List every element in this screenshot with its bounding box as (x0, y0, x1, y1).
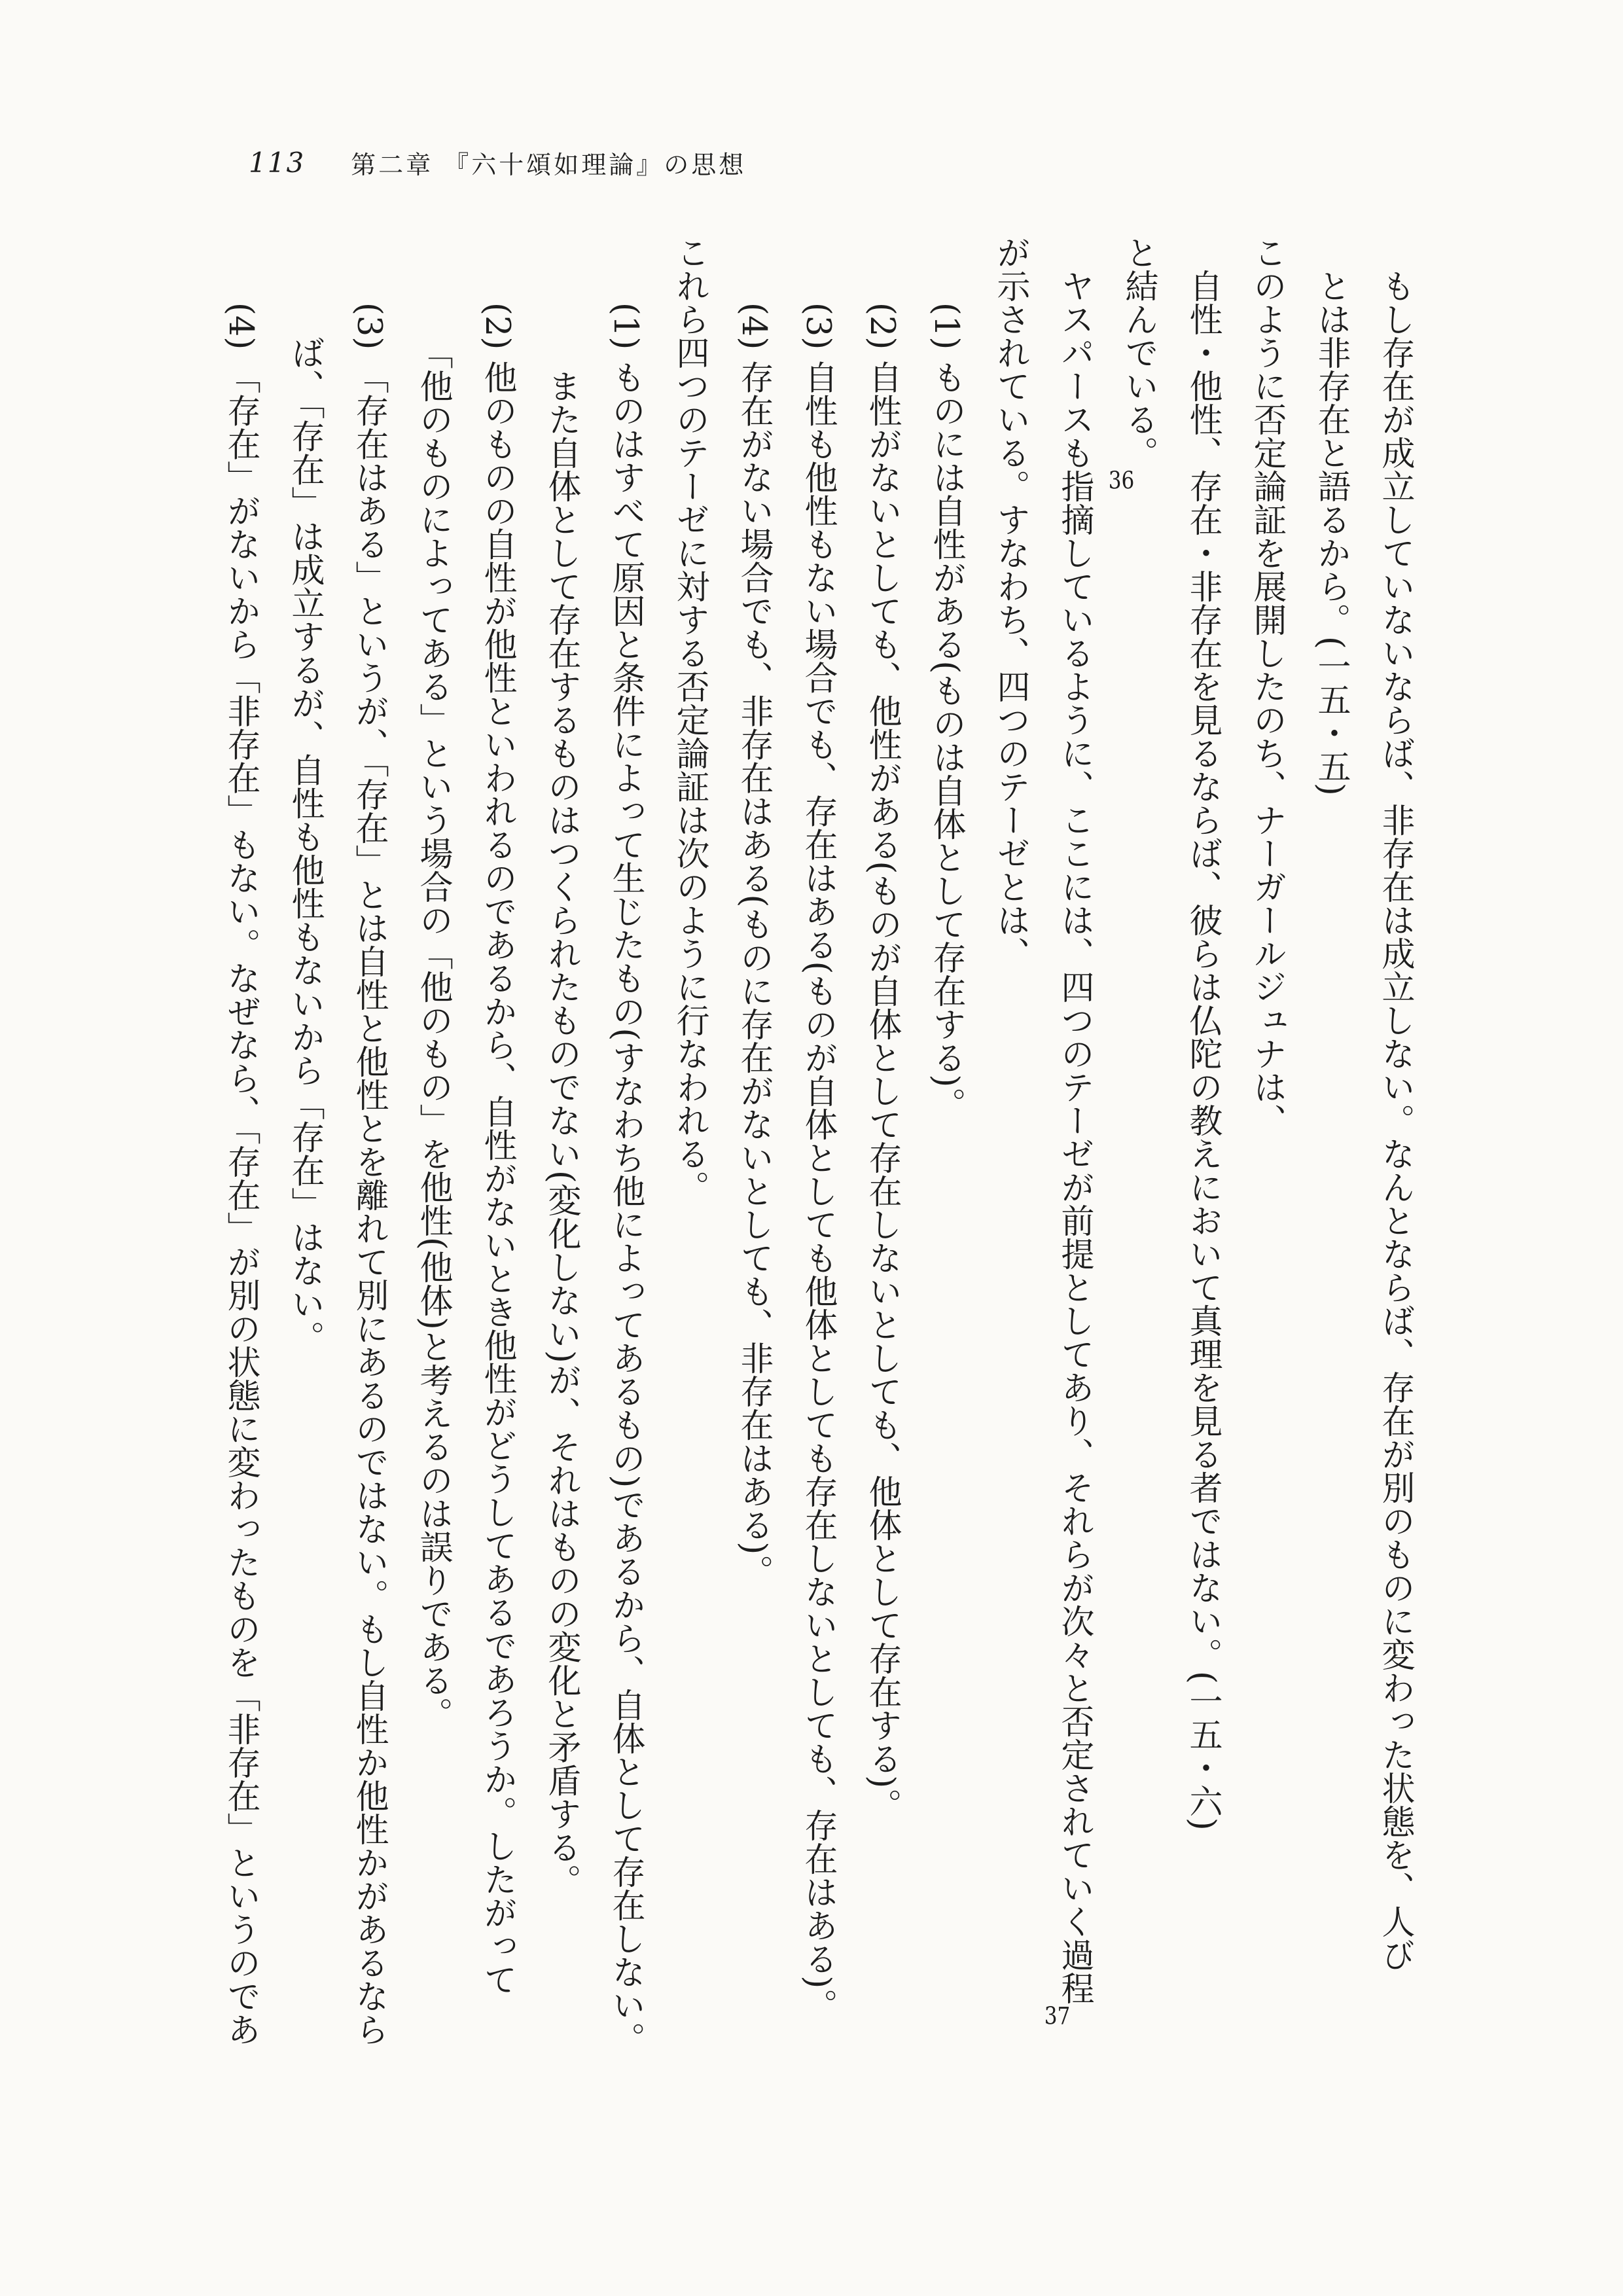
text-column (1234, 236, 1298, 1996)
text-line: また自体として存在するものはつくられたものでない(変化しない)が、それはものの変化と矛盾する。 (542, 369, 580, 1897)
running-head (249, 136, 746, 188)
text-line: これら四つのテーゼに対する否定論証は次のように行なわれる。 (670, 236, 709, 1204)
text-column (465, 236, 529, 1996)
text-line: (2) 他のものの自性が他性といわれるのであるから、自性がないとき他性がどうしてあるであろうか。したがって (478, 302, 516, 1996)
text-column (914, 236, 978, 1996)
text-line: 「他のものによってある」という場合の「他のもの」を他性(他体)と考えるのは誤りである。 (414, 336, 452, 1731)
footnote-marker[interactable]: 37 (1044, 2005, 1071, 2028)
text-column (401, 236, 465, 1996)
text-line: と結んでいる。 (1119, 236, 1158, 469)
text-line: (2) 自性がないとしても、他性がある(ものが自体として存在しないとしても、他体として存在する)。 (863, 302, 901, 1822)
footnote-marker[interactable]: 36 (1108, 469, 1135, 493)
text-column (785, 236, 849, 2022)
text-line: が示されている。すなわち、四つのテーゼとは、 (991, 236, 1029, 970)
text-column (272, 236, 336, 1996)
text-column (657, 236, 721, 1996)
text-line: (3) 自性も他性もない場合でも、存在はある(ものが自体としても他体としても存在しないとしても、存在はある)。 (798, 302, 837, 2022)
text-line: (1) ものはすべて原因と条件によって生じたもの(すなわち他によってあるもの)であるから、自体として存在しない。 (606, 302, 645, 2056)
text-line: とは非存在と語るから。(一五・五) (1311, 269, 1350, 796)
text-column (978, 236, 1042, 1996)
text-column (529, 236, 593, 1996)
text-column (1298, 236, 1363, 1996)
page-number: 113 (249, 146, 306, 179)
text-line: このように否定論証を展開したのち、ナーガールジュナは、 (1247, 236, 1286, 1137)
text-column (849, 236, 914, 1996)
text-line: (3) 「存在はある」というが、「存在」とは自性と他性とを離れて別にあるのではない。もし自性か他性かがあるなら (349, 302, 388, 2046)
body-text (221, 236, 1427, 2056)
text-line: (4) 「存在」がないから「非存在」もない。なぜなら、「存在」が別の状態に変わったものを「非存在」というのであ (221, 302, 260, 2046)
text-line: ば、「存在」は成立するが、自性も他性もないから「存在」はない。 (285, 336, 324, 1354)
text-column (1363, 236, 1427, 1996)
text-line: もし存在が成立していないならば、非存在は成立しない。なんとならば、存在が別のものに変わった状態を、人び (1376, 269, 1414, 1971)
text-column (721, 236, 785, 1996)
text-column (1106, 236, 1170, 1996)
text-column (336, 236, 401, 2046)
text-column (1170, 236, 1234, 1996)
text-column (208, 236, 272, 2046)
text-line: (4) 存在がない場合でも、非存在はある(ものに存在がないとしても、非存在はある)。 (734, 302, 773, 1588)
text-column (1042, 236, 1106, 2028)
text-line: 自性・他性、存在・非存在を見るならば、彼らは仏陀の教えにおいて真理を見る者ではない。(一五・六) (1183, 269, 1222, 1831)
text-column (593, 236, 657, 2056)
text-line: ヤスパースも指摘しているように、ここには、四つのテーゼが前提としてあり、それらが次々と否定されていく過程 (1055, 269, 1094, 2005)
chapter-title: 第二章 『六十頌如理論』の思想 (351, 150, 747, 179)
text-line: (1) ものには自性がある(ものは自体として存在する)。 (927, 302, 965, 1121)
